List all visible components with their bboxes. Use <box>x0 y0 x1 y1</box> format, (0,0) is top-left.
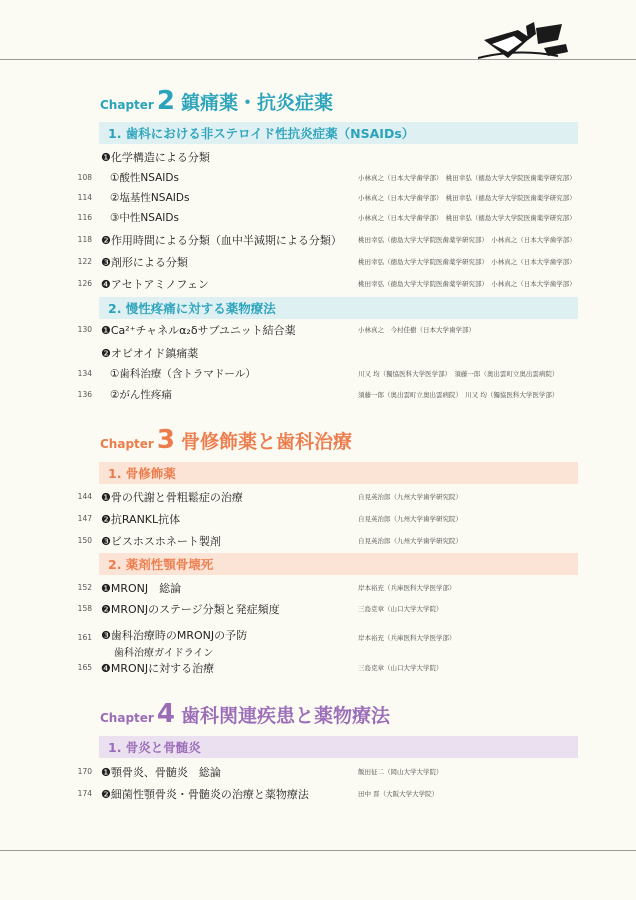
page-number: 116 <box>77 213 92 222</box>
page-number: 144 <box>77 492 92 501</box>
page-number: 134 <box>77 369 92 378</box>
entry-title: ❶化学構造による分類 <box>101 151 210 164</box>
entry-title: ❹アセトアミノフェン <box>101 278 209 291</box>
chapter-word: Chapter <box>100 98 154 112</box>
entry-author: 小林真之（日本大学歯学部） 桃田幸弘（徳島大学大学院医歯薬学研究部） <box>358 174 576 182</box>
entry-title: ❶MRONJ 総論 <box>101 582 182 595</box>
page-number: 165 <box>77 663 92 672</box>
page-number: 114 <box>77 193 92 202</box>
bottom-rule <box>0 850 636 851</box>
toc-row[interactable] <box>0 532 636 550</box>
chapter-3-heading <box>100 427 352 454</box>
toc-row[interactable] <box>0 275 636 293</box>
section-bar <box>99 736 578 758</box>
entry-title: ❹MRONJに対する治療 <box>101 662 215 675</box>
entry-title: ①歯科治療（含トラマドール） <box>110 368 256 380</box>
toc-row[interactable] <box>0 189 636 207</box>
entry-title: ②塩基性NSAIDs <box>110 192 190 204</box>
section-bar <box>99 297 578 319</box>
toc-row[interactable] <box>0 626 636 659</box>
chapter-4-heading <box>100 701 390 728</box>
page-number: 118 <box>77 235 92 244</box>
toc-row[interactable] <box>0 785 636 803</box>
entry-title: ❷MRONJのステージ分類と発症頻度 <box>101 603 280 616</box>
entry-author: 三島克章（山口大学大学院） <box>358 605 443 613</box>
entry-author: 岸本裕充（兵庫医科大学医学部） <box>358 584 456 592</box>
entry-author: 川又 均（獨協医科大学医学部） 須藤一郎（奥出雲町立奥出雲病院） <box>358 370 559 378</box>
entry-title: ③中性NSAIDs <box>110 212 179 224</box>
toc-row[interactable] <box>0 231 636 249</box>
entry-title: ❷オピオイド鎮痛薬 <box>101 347 199 360</box>
entry-author: 小林真之（日本大学歯学部） 桃田幸弘（徳島大学大学院医歯薬学研究部） <box>358 194 576 202</box>
toc-row[interactable] <box>0 148 636 166</box>
entry-author: 自見英治郎（九州大学歯学研究院） <box>358 537 462 545</box>
page-number: 147 <box>77 514 92 523</box>
chapter-word: Chapter <box>100 437 154 451</box>
entry-author: 飯田征二（岡山大学大学院） <box>358 768 443 776</box>
toc-row[interactable] <box>0 253 636 271</box>
entry-title: ①酸性NSAIDs <box>110 172 179 184</box>
entry-title: ❶顎骨炎、骨髄炎 総論 <box>101 766 221 779</box>
toc-row[interactable] <box>0 321 636 339</box>
chapter-number: 2 <box>156 86 175 116</box>
toc-row[interactable] <box>0 344 636 362</box>
toc-row[interactable] <box>0 579 636 597</box>
page-number: 152 <box>77 583 92 592</box>
toc-row[interactable] <box>0 209 636 227</box>
toc-row[interactable] <box>0 659 636 677</box>
section-title: 1. 骨修飾薬 <box>108 466 176 481</box>
entry-title: ❸ビスホスホネート製剤 <box>101 535 221 548</box>
entry-author: 桃田幸弘（徳島大学大学院医歯薬学研究部） 小林真之（日本大学歯学部） <box>358 236 576 244</box>
page-number: 136 <box>77 390 92 399</box>
entry-author: 小林真之 今村佳樹（日本大学歯学部） <box>358 326 475 334</box>
toc-row[interactable] <box>0 169 636 187</box>
section-title: 2. 薬剤性顎骨壊死 <box>108 557 214 572</box>
entry-author: 桃田幸弘（徳島大学大学院医歯薬学研究部） 小林真之（日本大学歯学部） <box>358 280 576 288</box>
entry-author: 自見英治郎（九州大学歯学研究院） <box>358 515 462 523</box>
page-number: 161 <box>77 633 92 642</box>
chapter-number: 4 <box>156 699 175 729</box>
chapter-2-heading <box>100 88 333 115</box>
entry-author: 桃田幸弘（徳島大学大学院医歯薬学研究部） 小林真之（日本大学歯学部） <box>358 258 576 266</box>
page-number: 158 <box>77 604 92 613</box>
section-title: 1. 骨炎と骨髄炎 <box>108 740 201 755</box>
toc-row[interactable] <box>0 510 636 528</box>
entry-author: 小林真之（日本大学歯学部） 桃田幸弘（徳島大学大学院医歯薬学研究部） <box>358 214 576 222</box>
entry-author: 自見英治郎（九州大学歯学研究院） <box>358 493 462 501</box>
entry-title: ❷作用時間による分類（血中半減期による分類） <box>101 234 342 247</box>
entry-title: ❶Ca²⁺チャネルα₂δサブユニット結合薬 <box>101 324 296 337</box>
section-bar <box>99 553 578 575</box>
entry-title: ❷細菌性顎骨炎・骨髄炎の治療と薬物療法 <box>101 788 309 801</box>
chapter-word: Chapter <box>100 711 154 725</box>
page-number: 174 <box>77 789 92 798</box>
page-number: 126 <box>77 279 92 288</box>
entry-title: ❶骨の代謝と骨粗鬆症の治療 <box>101 491 243 504</box>
entry-author: 須藤一郎（奥出雲町立奥出雲病院） 川又 均（獨協医科大学医学部） <box>358 391 559 399</box>
toc-row[interactable] <box>0 600 636 618</box>
section-bar <box>99 462 578 484</box>
entry-author: 三島克章（山口大学大学院） <box>358 664 443 672</box>
running-figure-logo-icon <box>478 18 570 72</box>
page-number: 150 <box>77 536 92 545</box>
chapter-title: 鎮痛薬・抗炎症薬 <box>180 92 333 114</box>
entry-title: ❷抗RANKL抗体 <box>101 513 181 526</box>
section-bar <box>99 122 578 144</box>
entry-title <box>101 627 247 659</box>
toc-row[interactable] <box>0 365 636 383</box>
toc-row[interactable] <box>0 386 636 404</box>
toc-row[interactable] <box>0 488 636 506</box>
section-title: 2. 慢性疼痛に対する薬物療法 <box>108 301 276 316</box>
page-number: 130 <box>77 325 92 334</box>
entry-title: ②がん性疼痛 <box>110 389 172 401</box>
entry-title-line1: ❸歯科治療時のMRONJの予防 <box>101 629 248 642</box>
entry-title-line2: 歯科治療ガイドライン <box>114 648 214 659</box>
chapter-number: 3 <box>156 425 175 455</box>
section-title: 1. 歯科における非ステロイド性抗炎症薬（NSAIDs） <box>108 126 415 141</box>
page-number: 122 <box>77 257 92 266</box>
chapter-title: 骨修飾薬と歯科治療 <box>180 431 352 453</box>
entry-title: ❸剤形による分類 <box>101 256 188 269</box>
page-number: 170 <box>77 767 92 776</box>
toc-row[interactable] <box>0 763 636 781</box>
chapter-title: 歯科関連疾患と薬物療法 <box>180 705 390 727</box>
entry-author: 岸本裕充（兵庫医科大学医学部） <box>358 634 456 642</box>
page-number: 108 <box>77 173 92 182</box>
entry-author: 田中 晋（大阪大学大学院） <box>358 790 439 798</box>
